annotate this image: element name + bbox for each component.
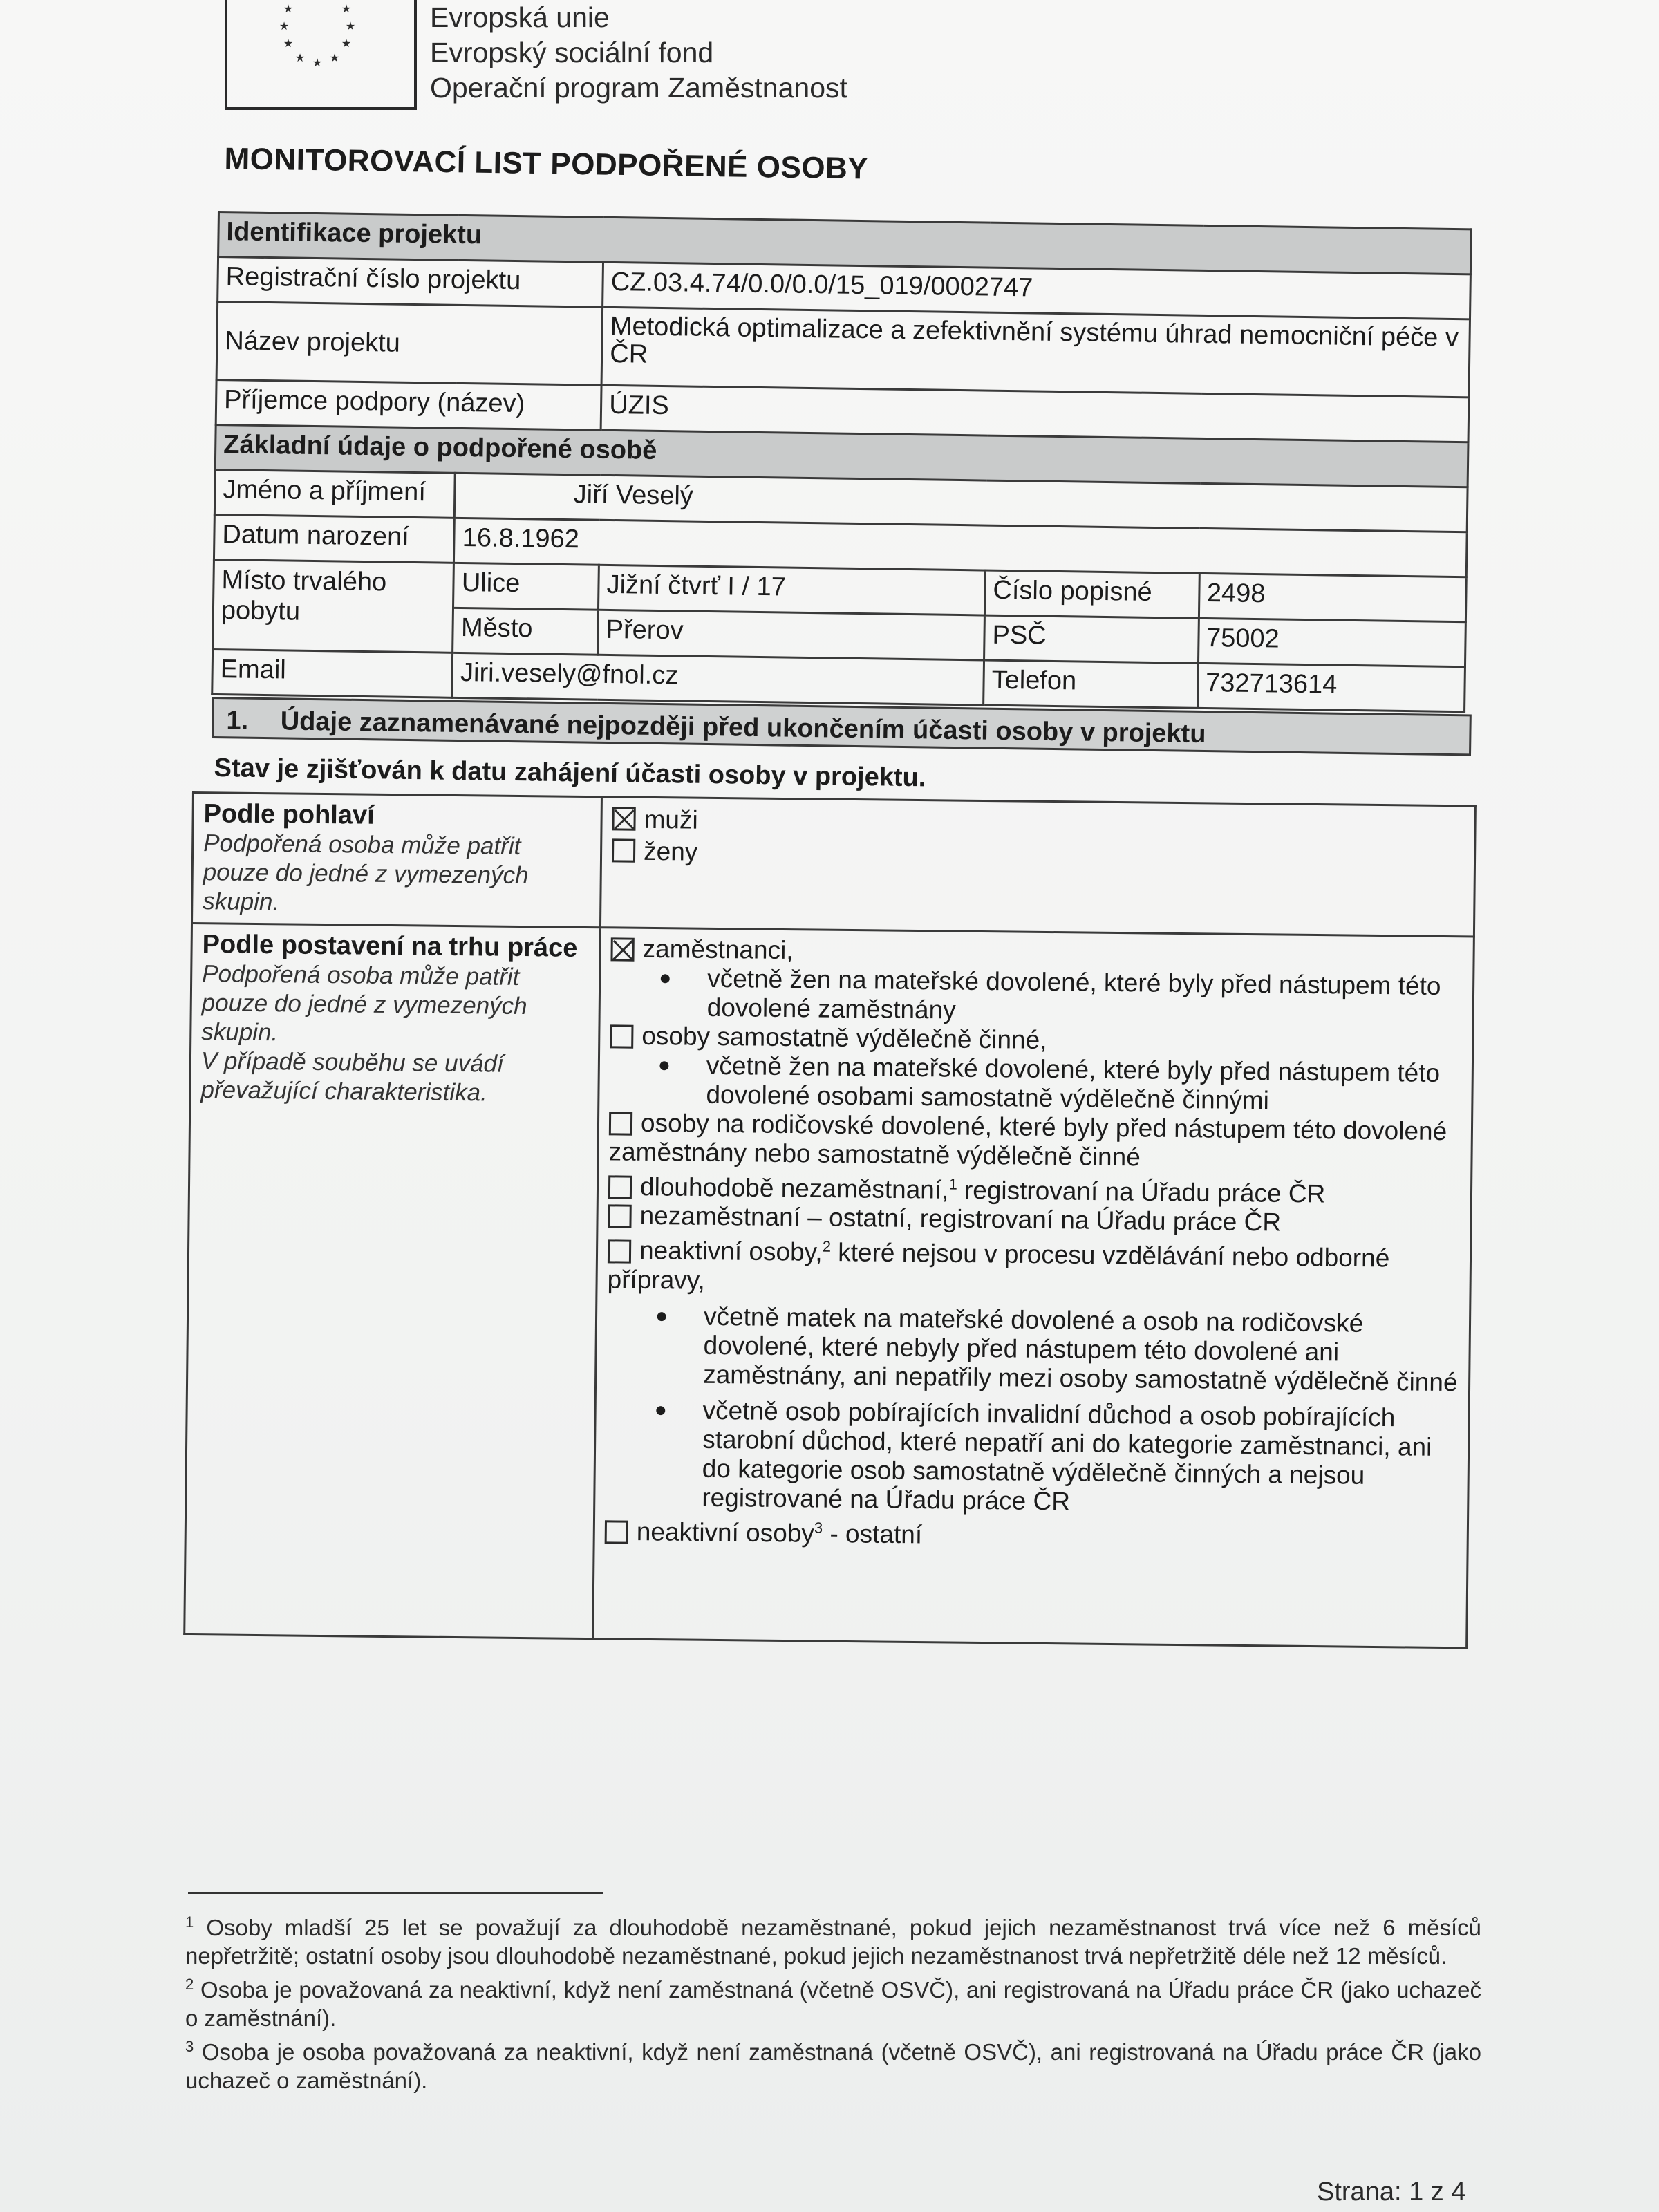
gender-options-cell <box>600 797 1475 937</box>
svg-text:★ <box>330 0 339 1</box>
footnote-ref-3: 3 <box>814 1519 823 1537</box>
footnote-2 <box>185 1970 1481 2032</box>
gender-label: Podle pohlaví <box>203 799 375 830</box>
bullet-inactive-2 <box>605 1395 1459 1520</box>
gender-label-cell <box>192 793 602 928</box>
checkbox-parental-leave[interactable] <box>609 1112 632 1135</box>
option-inactive[interactable] <box>607 1230 1460 1303</box>
psc-label: PSČ <box>984 615 1199 663</box>
recipient-value: ÚZIS <box>601 385 1469 442</box>
svg-text:★: ★ <box>341 2 352 15</box>
option-inactive-label-a: neaktivní osoby, <box>639 1236 823 1267</box>
section1-subtitle: Stav je zjišťován k datu zahájení účasti osoby v projektu. <box>214 753 926 793</box>
option-unemployed-other-label: nezaměstnaní – ostatní, registrovaní na Úřadu práce ČR <box>639 1201 1282 1237</box>
footnote-3 <box>185 2032 1481 2094</box>
eu-stars-icon <box>269 0 366 79</box>
gender-option-women-label: ženy <box>643 836 698 866</box>
footnote-2-number: 2 <box>185 1976 194 1993</box>
gender-option-men-label: muži <box>644 805 698 834</box>
house-number-value: 2498 <box>1199 573 1466 621</box>
footnotes <box>185 1908 1481 2094</box>
option-parental-leave-label: osoby na rodičovské dovolené, které byly před nástupem této dovolené zaměstnány nebo samostatně výdělečně činné <box>608 1108 1447 1172</box>
bullet-self-employed <box>609 1050 1462 1117</box>
person-name-label: Jméno a příjmení <box>214 469 455 518</box>
phone-value: 732713614 <box>1197 663 1465 711</box>
city-value: Přerov <box>598 610 985 660</box>
email-value: Jiri.vesely@fnol.cz <box>452 653 984 705</box>
bullet-self-employed-text: včetně žen na mateřské dovolené, které byly před nástupem této dovolené osobami samostatně výdělečně činnými <box>706 1051 1441 1115</box>
checkbox-men[interactable] <box>612 807 635 830</box>
checkbox-inactive-other[interactable] <box>605 1520 628 1544</box>
checkbox-inactive[interactable] <box>608 1239 631 1263</box>
svg-text:★: ★ <box>279 19 290 32</box>
project-name-label: Název projektu <box>216 302 603 386</box>
street-value: Jižní čtvrť I / 17 <box>599 565 986 615</box>
gender-note: Podpořená osoba může patřit pouze do jedné z vymezených skupin. <box>203 830 529 916</box>
header-line-fund: Evropský sociální fond <box>430 37 714 68</box>
person-section-header: Základní údaje o podpořené osobě <box>215 424 1468 487</box>
bullet-employees <box>610 963 1463 1030</box>
city-label: Město <box>453 608 599 655</box>
svg-text:★: ★ <box>341 37 352 50</box>
svg-text:★: ★ <box>312 56 323 69</box>
bullet-inactive-1-text: včetně matek na mateřské dovolené a osob na rodičovské dovolené, které nebyly před nástupem této dovolené ani zaměstnány, ani nepatřily mezi osoby samostatně výdělečně činné <box>702 1302 1458 1396</box>
phone-label: Telefon <box>984 660 1198 708</box>
project-section-header: Identifikace projektu <box>218 212 1472 274</box>
bullet-employees-text: včetně žen na mateřské dovolené, které byly před nástupem této dovolené zaměstnány <box>706 964 1441 1024</box>
residence-label: Místo trvalého pobytu <box>213 559 454 653</box>
svg-text:★ <box>295 0 305 1</box>
option-long-term-label-b: registrovaní na Úřadu práce ČR <box>957 1175 1326 1208</box>
dob-value: 16.8.1962 <box>454 518 1467 577</box>
checkbox-self-employed[interactable] <box>610 1024 633 1048</box>
identification-table <box>211 211 1472 713</box>
program-header <box>430 0 847 106</box>
bullet-inactive-1 <box>606 1301 1459 1397</box>
footnote-1-number: 1 <box>185 1913 194 1931</box>
svg-text:★: ★ <box>329 51 340 64</box>
eu-logo-frame <box>225 0 417 110</box>
footnote-divider <box>188 1892 603 1894</box>
option-parental-leave[interactable] <box>608 1108 1461 1175</box>
footnote-3-text: Osoba je osoba považovaná za neaktivní, když není zaměstnaná (včetně OSVČ), ani registrovaná na Úřadu práce ČR (jako uchazeč o zaměstnání). <box>185 2039 1481 2093</box>
labour-note-2: V případě souběhu se uvádí převažující charakteristika. <box>200 1047 504 1107</box>
option-inactive-other-label-b: - ostatní <box>822 1519 923 1549</box>
status-table <box>183 791 1477 1649</box>
header-line-eu: Evropská unie <box>430 1 610 33</box>
labour-options-cell <box>593 928 1474 1648</box>
house-number-label: Číslo popisné <box>984 570 1199 618</box>
labour-label-cell <box>185 924 601 1639</box>
bullet-icon: ● <box>657 1053 671 1077</box>
option-inactive-other-label-a: neaktivní osoby <box>636 1517 815 1548</box>
project-name-value: Metodická optimalizace a zefektivnění systému úhrad nemocniční péče v ČR <box>601 307 1470 397</box>
document-title: MONITOROVACÍ LIST PODPOŘENÉ OSOBY <box>224 142 869 186</box>
svg-text:★: ★ <box>283 37 294 50</box>
email-label: Email <box>212 649 453 697</box>
footnote-1-text: Osoby mladší 25 let se považují za dlouhodobě nezaměstnané, pokud jejich nezaměstnanost trvá více než 6 měsíců nepřetržitě; ostatní osoby jsou dlouhodobě nezaměstnané, pokud jejich nezaměstnanost trvá nepřetržitě déle než 12 měsíců. <box>185 1915 1482 1969</box>
option-employees-label: zaměstnanci, <box>642 934 794 965</box>
section1-title: Údaje zaznamenávané nejpozději před ukončením účasti osoby v projektu <box>280 706 1206 749</box>
option-inactive-label-b: které nejsou v procesu vzdělávání nebo odborné přípravy, <box>607 1238 1390 1295</box>
svg-text:★: ★ <box>345 19 356 32</box>
labour-label: Podle postavení na trhu práce <box>202 930 578 963</box>
bullet-icon: ● <box>654 1398 667 1421</box>
footnote-1 <box>185 1908 1481 1970</box>
bullet-inactive-2-text: včetně osob pobírajících invalidní důchod a osob pobírajících starobní důchod, které nepatří ani do kategorie zaměstnanci, ani do kategorie osob samostatně výdělečně činných a nejsou registrované na Úřadu práce ČR <box>702 1396 1432 1516</box>
reg-number-value: CZ.03.4.74/0.0/0.0/15_019/0002747 <box>603 262 1471 319</box>
footnote-ref-1: 1 <box>948 1175 957 1193</box>
checkbox-long-term-unemployed[interactable] <box>608 1176 632 1199</box>
svg-text:★: ★ <box>294 51 306 64</box>
reg-number-label: Registrační číslo projektu <box>218 257 603 308</box>
checkbox-women[interactable] <box>612 838 635 862</box>
person-name-value: Jiří Veselý <box>455 473 1468 532</box>
checkbox-employees[interactable] <box>610 937 634 961</box>
checkbox-unemployed-other[interactable] <box>608 1205 631 1228</box>
footnote-ref-2: 2 <box>822 1237 832 1256</box>
bullet-icon: ● <box>659 966 672 990</box>
footnote-3-number: 3 <box>185 2038 194 2055</box>
option-long-term-label-a: dlouhodobě nezaměstnaní, <box>639 1172 949 1204</box>
dob-label: Datum narození <box>214 514 454 563</box>
section1-number: 1. <box>226 706 249 735</box>
recipient-label: Příjemce podpory (název) <box>216 379 601 430</box>
street-label: Ulice <box>453 563 599 610</box>
footnote-2-text: Osoba je považovaná za neaktivní, když není zaměstnaná (včetně OSVČ), ani registrovaná na Úřadu práce ČR (jako uchazeč o zaměstnání). <box>185 1977 1481 2031</box>
svg-text:★: ★ <box>283 2 294 15</box>
bullet-icon: ● <box>655 1304 668 1327</box>
psc-value: 75002 <box>1198 618 1465 666</box>
option-self-employed-label: osoby samostatně výdělečně činné, <box>641 1021 1047 1054</box>
page-number: Strana: 1 z 4 <box>1317 2177 1466 2206</box>
labour-note-1: Podpořená osoba může patřit pouze do jedné z vymezených skupin. <box>201 960 527 1047</box>
header-line-program: Operační program Zaměstnanost <box>430 72 847 104</box>
